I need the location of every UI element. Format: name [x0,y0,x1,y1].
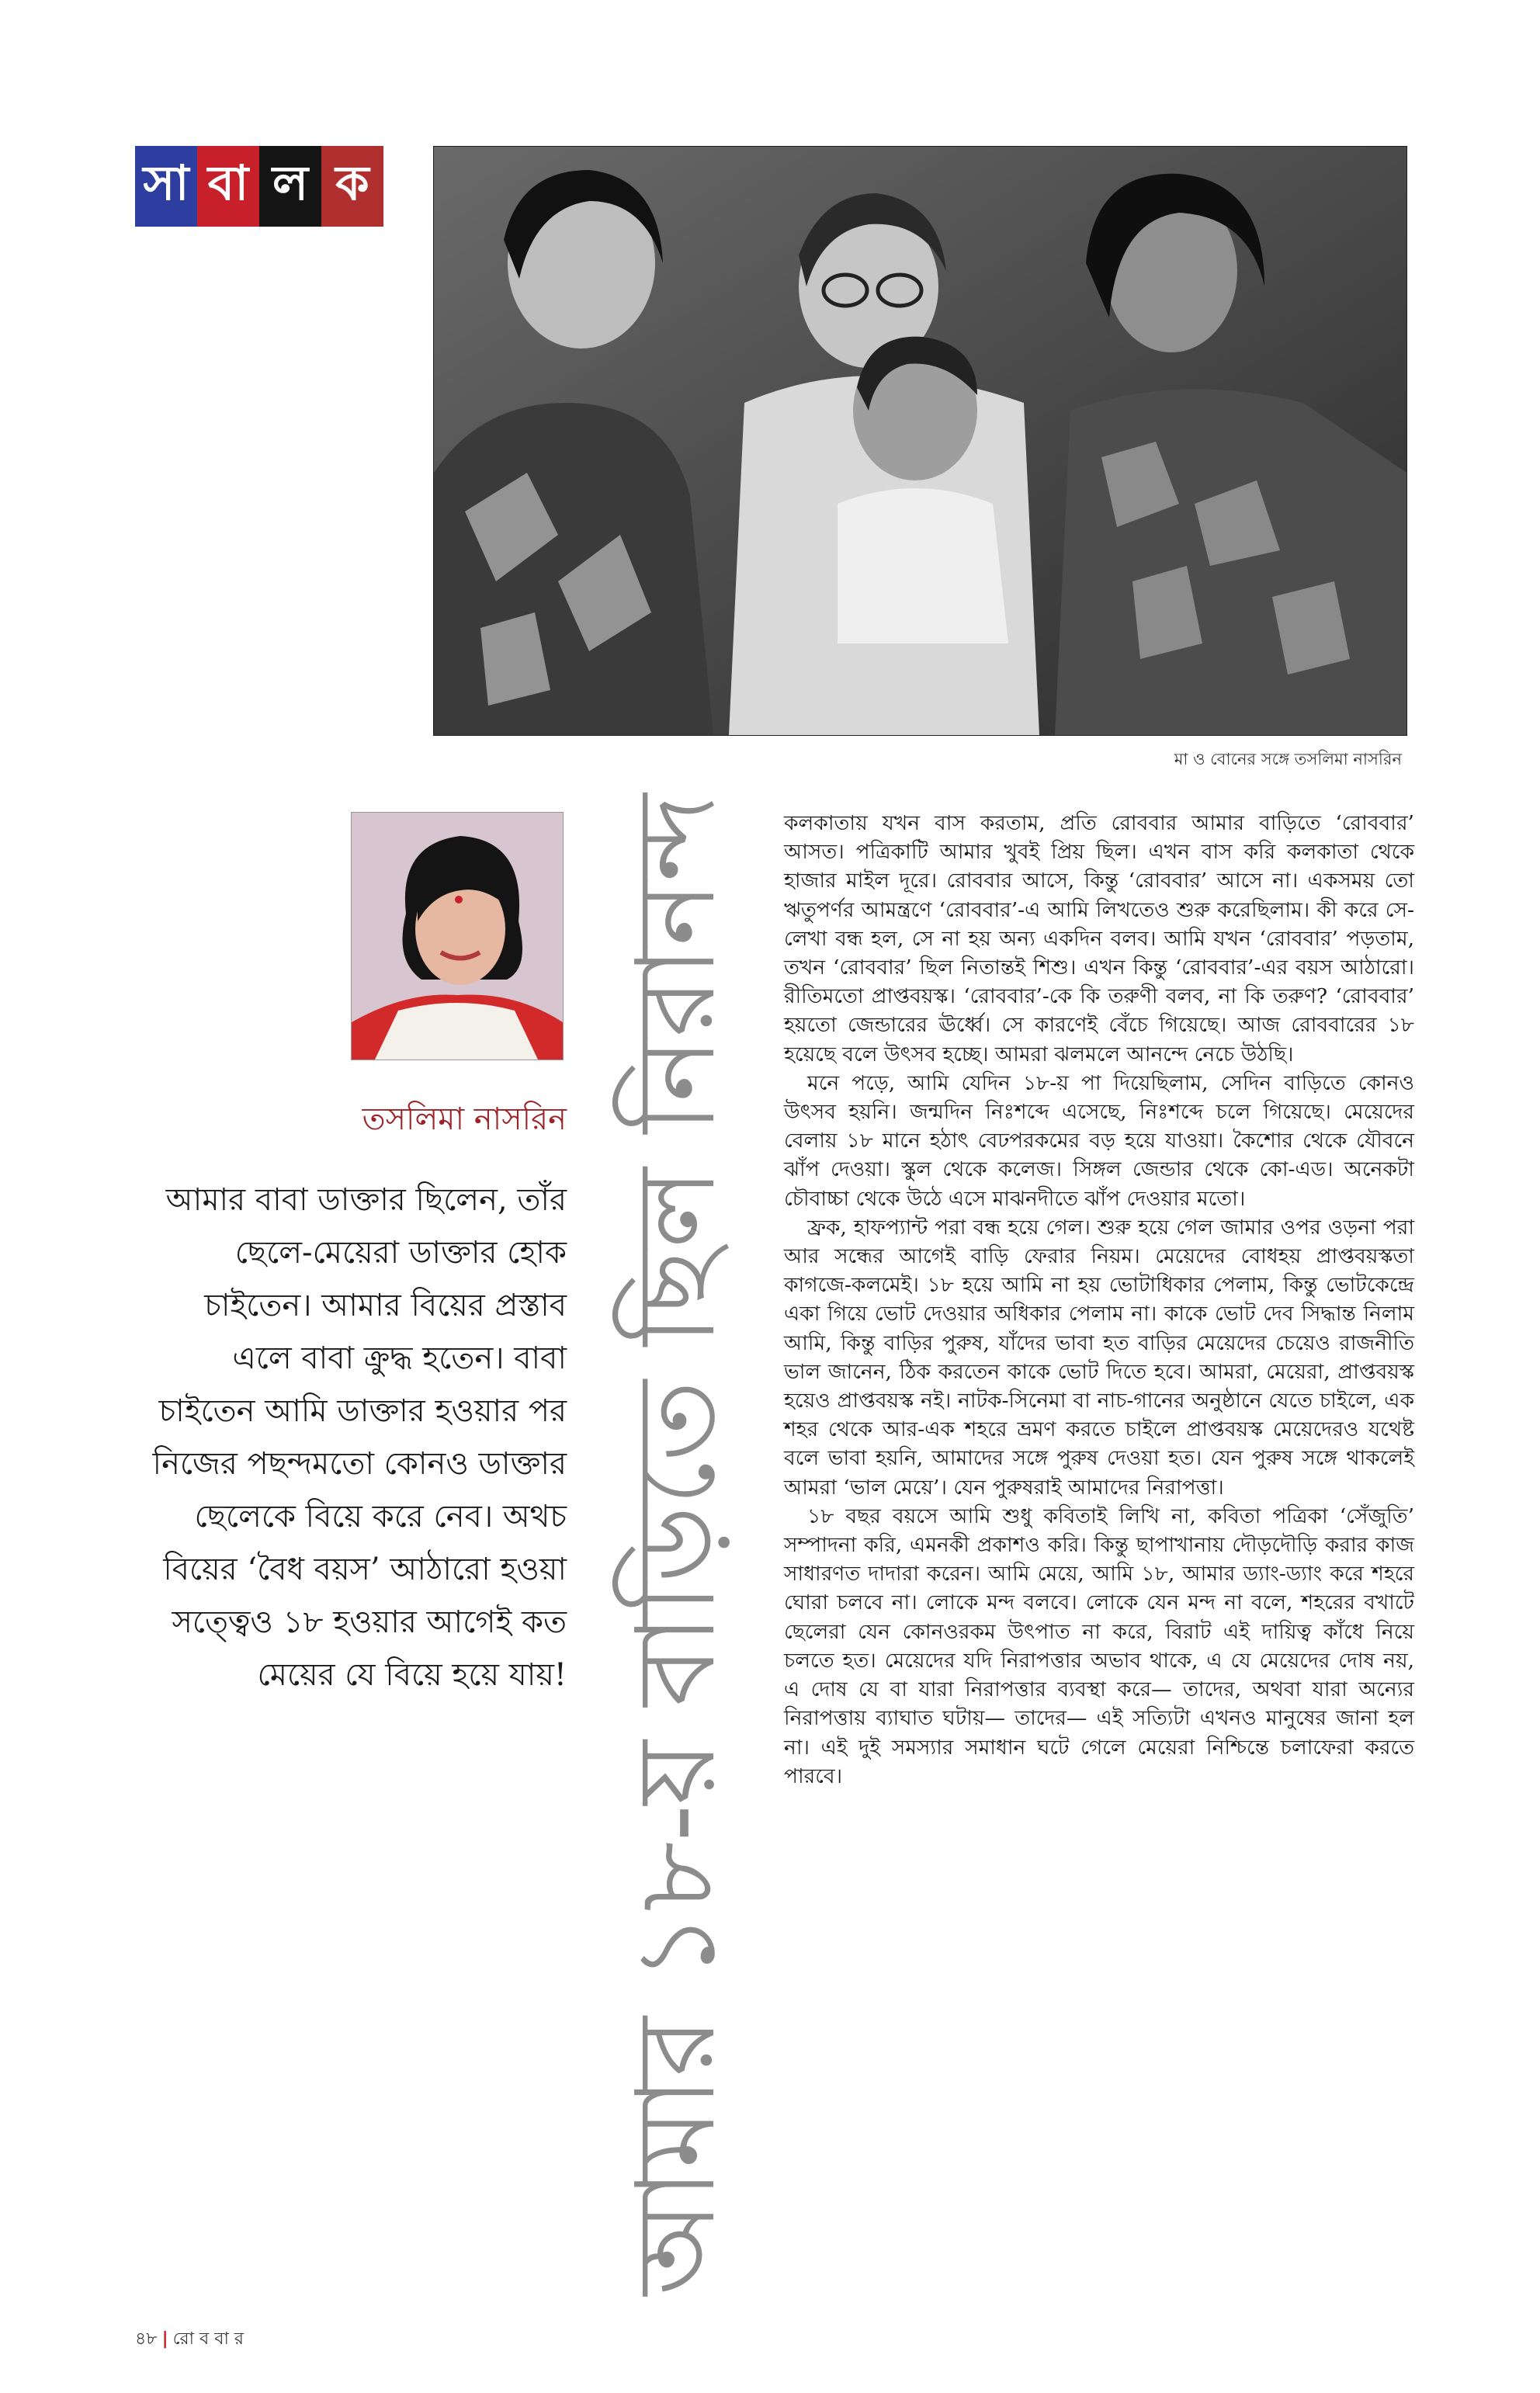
paragraph: কলকাতায় যখন বাস করতাম, প্রতি রোববার আমার বাড়িতে ‘রোববার’ আসত। পত্রিকাটি আমার খুবই প্রিয় ছিল। এখন বাস করি কলকাতা থেকে হাজার মাইল দূরে। রোববার আসে, কিন্তু ‘রোববার’ আসে না। একসময় তো ঋতুপর্ণর আমন্ত্রণে ‘রোববার’-এ আমি লিখতেও শুরু করেছিলাম। কী করে সে-লেখা বন্ধ হল, সে না হয় অন্য একদিন বলব। আমি যখন ‘রোববার’ পড়তাম, তখন ‘রোববার’ ছিল নিতান্তই শিশু। এখন কিন্তু ‘রোববার’-এর বয়স আঠারো। রীতিমতো প্রাপ্তবয়স্ক। ‘রোববার’-কে কি তরুণী বলব, না কি তরুণ? ‘রোববার’ হয়তো জেন্ডারের ঊর্ধ্বে। সে কারণেই বেঁচে গিয়েছে। আজ রোববারের ১৮ হয়েছে বলে উৎসব হচ্ছে। আমরা ঝলমলে আনন্দে নেচে উঠছি। [784,811,1414,1066]
paragraph: ১৮ বছর বয়সে আমি শুধু কবিতাই লিখি না, কবিতা পত্রিকা ‘সেঁজুতি’ সম্পাদনা করি, এমনকী প্রকাশও করি। কিন্তু ছাপাখানায় দৌড়দৌড়ি করার কাজ সাধারণত দাদারা করেন। আমি মেয়ে, আমি ১৮, আমার ড্যাং-ড্যাং করে শহরে ঘোরা চলবে না। লোকে মন্দ বলবে। লোকে যেন মন্দ না বলে, শহরের বখাটে ছেলেরা যেন কোনওরকম উৎপাত না করে, বিরাট এই দায়িত্ব কাঁধে নিয়ে চলতে হত। মেয়েদের যদি নিরাপত্তার অভাব থাকে, এ যে মেয়েদের দোষ নয়, এ দোষ যে বা যারা নিরাপত্তার ব্যবস্থা করে— তাদের, অথবা যারা অন্যের নিরাপত্তায় ব্যাঘাত ঘটায়— তাদের— এই সত্যিটা এখনও মানুষের জানা হল না। এই দুই সমস্যার সমাধান ঘটে গেলে মেয়েরা নিশ্চিন্তে চলাফেরা করতে পারবে। [784,1503,1414,1788]
family-photo [433,146,1407,736]
paragraph: মনে পড়ে, আমি যেদিন ১৮-য় পা দিয়েছিলাম, সেদিন বাড়িতে কোনও উৎসব হয়নি। জন্মদিন নিঃশব্দে এসেছে, নিঃশব্দে চলে গিয়েছে। মেয়েদের বেলায় ১৮ মানে হঠাৎ বেঢপরকমের বড় হয়ে যাওয়া। কৈশোর থেকে যৌবনে ঝাঁপ দেওয়া। স্কুল থেকে কলেজ। সিঙ্গল জেন্ডার থেকে কো-এড। অনেকটা চৌবাচ্চা থেকে উঠে এসে মাঝনদীতে ঝাঁপ দেওয়ার মতো। [784,1070,1414,1211]
article-title: আমার ১৮-য় বাড়িতে ছিল নিরানন্দ [612,793,740,2296]
paragraph: ফ্রক, হাফপ্যান্ট পরা বন্ধ হয়ে গেল। শুরু হয়ে গেল জামার ওপর ওড়না পরা আর সন্ধের আগেই বাড়ি ফেরার নিয়ম। মেয়েদের বোধহয় প্রাপ্তবয়স্কতা কাগজে-কলমেই। ১৮ হয়ে আমি না হয় ভোটাধিকার পেলাম, কিন্তু ভোটকেন্দ্রে একা গিয়ে ভোট দেওয়ার অধিকার পেলাম না। কাকে ভোট দেব সিদ্ধান্ত নিলাম আমি, কিন্তু বাড়ির পুরুষ, যাঁদের ভাবা হত বাড়ির মেয়েদের চেয়েও রাজনীতি ভাল জানেন, ঠিক করতেন কাকে ভোট দিতে হবে। আমরা, মেয়েরা, প্রাপ্তবয়স্ক হয়েও প্রাপ্তবয়স্ক নই। নাটক-সিনেমা বা নাচ-গানের অনুষ্ঠানে যেতে চাইলে, এক শহর থেকে আর-এক শহরে ভ্রমণ করতে চাইলে প্রাপ্তবয়স্ক মেয়েদেরও যথেষ্ট বলে ভাবা হয়নি, আমাদের সঙ্গে পুরুষ দেওয়া হত। যেন পুরুষ সঙ্গে থাকলেই আমরা ‘ভাল মেয়ে’। যেন পুরুষরাই আমাদের নিরাপত্তা। [784,1215,1414,1500]
section-label [135,146,383,227]
publication-name: রো ব বা র [172,2329,244,2349]
section-label-block-4: ক [321,146,383,227]
page-number: ৪৮ [135,2329,158,2349]
section-label-block-1: সা [135,146,197,227]
author-portrait [351,812,564,1060]
author-name: তসলিমা নাসরিন [362,1101,567,1137]
pull-quote: আমার বাবা ডাক্তার ছিলেন, তাঁর ছেলে-মেয়েরা ডাক্তার হোক চাইতেন। আমার বিয়ের প্রস্তাব এলে বাবা ক্রুদ্ধ হতেন। বাবা চাইতেন আমি ডাক্তার হওয়ার পর নিজের পছন্দমতো কোনও ডাক্তার ছেলেকে বিয়ে করে নেব। অথচ বিয়ের ‘বৈধ বয়স’ আঠারো হওয়া সত্ত্বেও ১৮ হওয়ার আগেই কত মেয়ের যে বিয়ে হয়ে যায়! [152,1182,567,1693]
footer-divider: | [161,2329,168,2349]
photo-caption: মা ও বোনের সঙ্গে তসলিমা নাসরিন [1174,750,1402,768]
article-body [784,809,1414,1791]
section-label-block-2: বা [197,146,259,227]
section-label-block-3: ল [259,146,321,227]
page-footer [135,2325,244,2354]
